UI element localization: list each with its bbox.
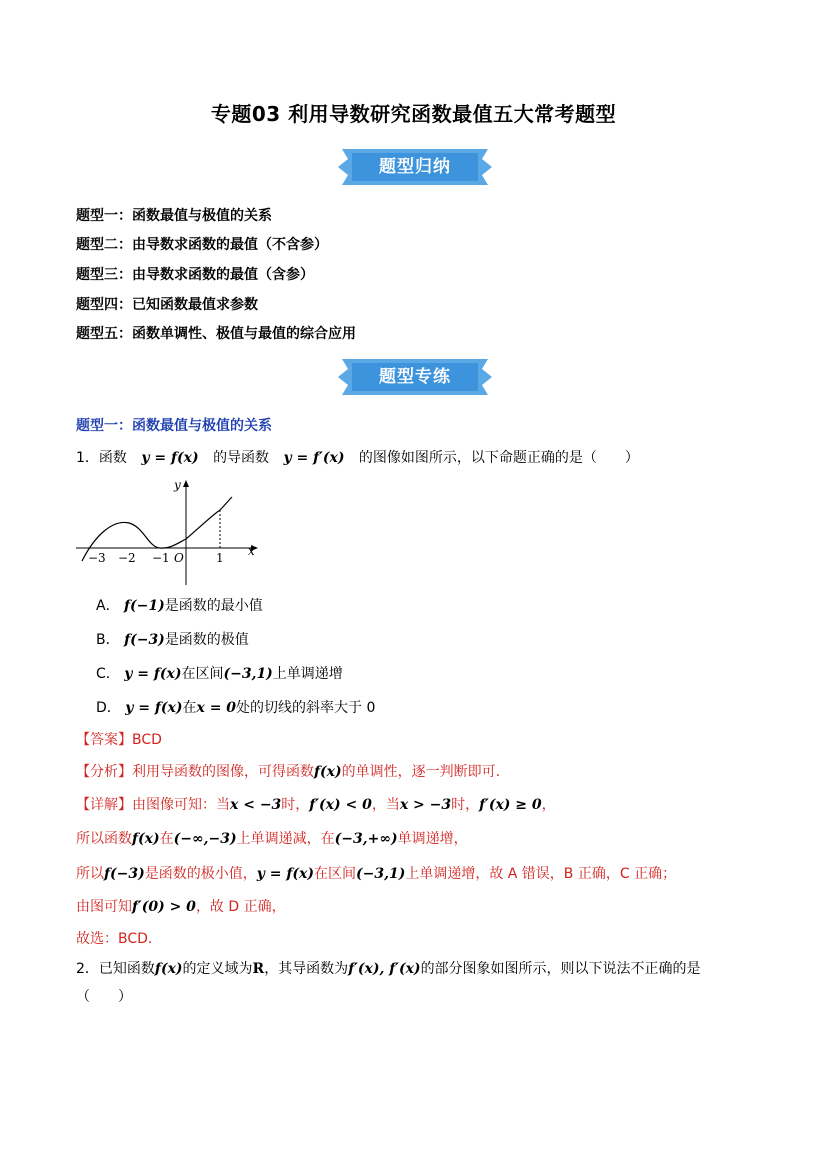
detail-line-2: [76, 828, 468, 848]
q2-m3: f′(x), f′(x): [348, 961, 421, 977]
detail-l1m3: x > −3: [399, 797, 452, 813]
section-heading: 题型一：函数最值与极值的关系: [76, 418, 272, 434]
x-axis-label: x: [248, 544, 255, 558]
answer-value: BCD: [132, 732, 162, 748]
detail-l4a: 由图可知: [76, 899, 132, 915]
detail-l2m3: (−3,+∞): [334, 831, 398, 847]
option-b-letter: B．: [96, 632, 120, 648]
q1-formula-1: y = f(x): [141, 450, 199, 466]
detail-line-5: 故选：BCD.: [76, 931, 153, 947]
detail-l2m1: f(x): [132, 831, 160, 847]
banner-practice: [336, 357, 494, 397]
analysis-pre: 利用导函数的图像，可得函数: [132, 764, 314, 780]
type-item-4: 题型四：已知函数最值求参数: [76, 297, 258, 313]
option-c-letter: C．: [96, 666, 120, 682]
option-b-math: f(−3): [124, 632, 165, 648]
q1-mid: 的导函数: [213, 450, 270, 466]
q2-m2: R: [252, 961, 265, 977]
y-axis-arrow-icon: [183, 480, 189, 487]
type-item-5: 题型五：函数单调性、极值与最值的综合应用: [76, 326, 356, 342]
analysis-line: [76, 761, 500, 781]
q2-m1: f(x): [154, 961, 183, 977]
x-tick-neg3: −3: [88, 551, 106, 565]
derivative-graph: [74, 477, 264, 587]
option-c-text: 在区间: [181, 666, 224, 682]
q1-tail: 的图像如图所示，以下命题正确的是（ ）: [358, 450, 639, 466]
type-item-3: 题型三：由导数求函数的最值（含参）: [76, 267, 314, 283]
detail-l1e: ，: [541, 797, 556, 813]
q2-c: ，其导函数为: [264, 961, 349, 977]
detail-line-3: [76, 863, 676, 883]
option-c-math: y = f(x): [124, 666, 182, 682]
detail-line-4: [76, 896, 286, 916]
option-d-text: 在: [182, 700, 197, 716]
detail-l2b: 在: [159, 831, 174, 847]
detail-l1a: 由图像可知：当: [132, 797, 230, 813]
q2-a: 2．已知函数: [76, 961, 155, 977]
detail-l1d: 时，: [451, 797, 480, 813]
option-c-text2: 上单调递增: [272, 666, 343, 682]
y-axis-label: y: [174, 478, 181, 492]
q1-num: 1．函数: [76, 450, 127, 466]
option-b-text: 是函数的极值: [164, 632, 249, 648]
option-d-math: y = f(x): [125, 700, 183, 716]
banner-question-types: [336, 147, 494, 187]
option-d-text2: 处的切线的斜率大于 0: [236, 700, 376, 716]
detail-l2a: 所以函数: [76, 831, 132, 847]
type-item-1: 题型一：函数最值与极值的关系: [76, 208, 272, 224]
option-d: [96, 697, 375, 717]
detail-l3b: 是函数的极小值，: [144, 866, 257, 882]
option-a: [96, 595, 263, 615]
analysis-label: 【分析】: [76, 764, 132, 780]
type-item-2: 题型二：由导数求函数的最值（不含参）: [76, 237, 328, 253]
detail-l1b: 时，: [281, 797, 310, 813]
origin-label: O: [174, 551, 184, 565]
detail-l3d: 上单调递增，故 A 错误，B 正确，C 正确；: [405, 866, 677, 882]
detail-l3m2: y = f(x): [256, 866, 314, 882]
question-2-bracket: （ ）: [76, 989, 132, 1005]
detail-l2c: 上单调递减，在: [236, 831, 335, 847]
option-d-math2: x = 0: [196, 700, 237, 716]
question-2: [76, 958, 701, 978]
detail-l2d: 单调递增，: [397, 831, 468, 847]
detail-l4b: ，故 D 正确，: [195, 899, 286, 915]
detail-l2m2: (−∞,−3): [173, 831, 237, 847]
detail-l3m1: f(−3): [104, 866, 145, 882]
detail-l3a: 所以: [76, 866, 104, 882]
option-a-letter: A．: [96, 598, 120, 614]
x-tick-1: 1: [216, 551, 224, 565]
option-c: [96, 663, 343, 683]
detail-l1m1: x < −3: [230, 797, 282, 813]
detail-l1m4: f′(x) ≥ 0: [479, 797, 542, 813]
option-a-text: 是函数的最小值: [164, 598, 263, 614]
detail-l3c: 在区间: [313, 866, 356, 882]
option-d-letter: D．: [96, 700, 121, 716]
detail-l1c: ，当: [371, 797, 400, 813]
detail-line-1: [76, 794, 556, 814]
q2-b: 的定义域为: [182, 961, 253, 977]
banner-question-types-text: 题型归纳: [379, 157, 451, 177]
analysis-math: f(x): [314, 764, 342, 780]
x-tick-neg1: −1: [152, 551, 170, 565]
answer-label: 【答案】: [76, 732, 132, 748]
detail-l4m1: f′(0) > 0: [132, 899, 196, 915]
page-title: 专题03 利用导数研究函数最值五大常考题型: [210, 102, 617, 126]
option-a-math: f(−1): [124, 598, 165, 614]
detail-l3m3: (−3,1): [355, 866, 406, 882]
q2-d: 的部分图象如图所示，则以下说法不正确的是: [420, 961, 701, 977]
answer-line: [76, 729, 162, 749]
detail-label: 【详解】: [76, 797, 132, 813]
option-b: [96, 629, 249, 649]
analysis-post: 的单调性，逐一判断即可.: [341, 764, 501, 780]
q1-formula-2: y = f′(x): [283, 450, 345, 466]
question-1: [76, 447, 639, 467]
option-c-math2: (−3,1): [223, 666, 273, 682]
x-tick-neg2: −2: [118, 551, 136, 565]
banner-practice-text: 题型专练: [379, 367, 451, 387]
detail-l1m2: f′(x) < 0: [309, 797, 372, 813]
